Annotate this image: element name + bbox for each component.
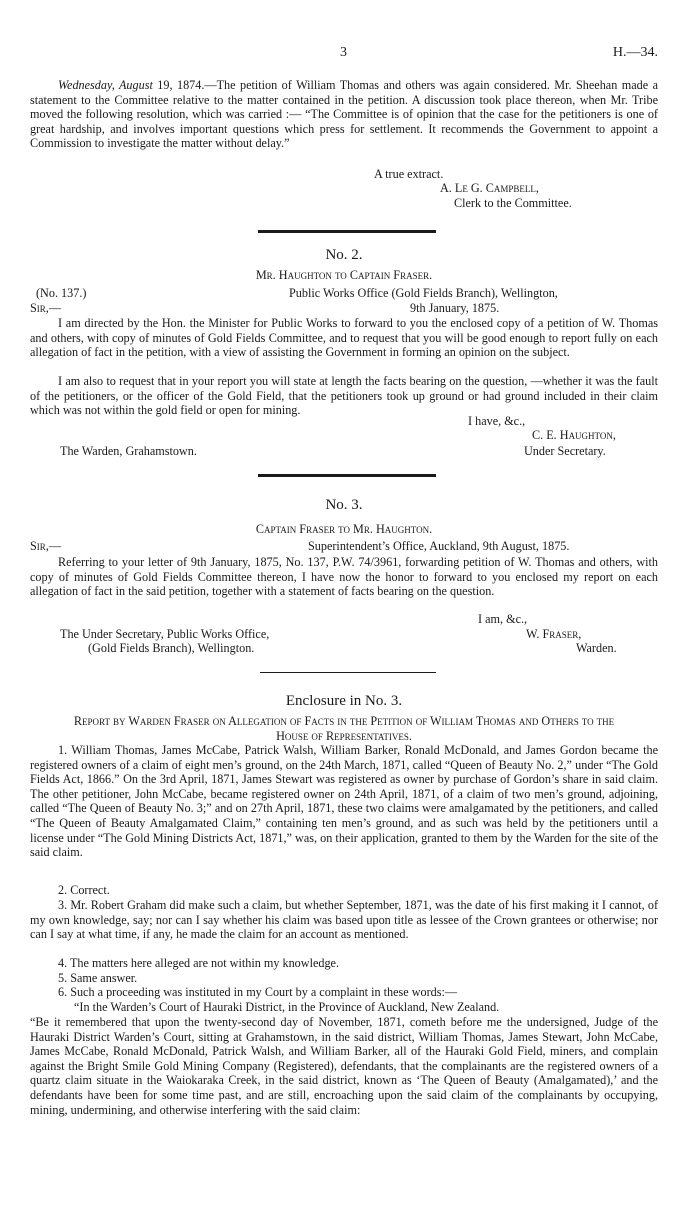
enclosure-item-1: 1. William Thomas, James McCabe, Patrick Walsh, William Barker, Ronald McDonald, and James Gordon became the registered owners of a claim of eight men’s ground, on the 24th March, 1871, called “Queen of Beauty No. 2,” under “The Gold Fields Act, 1866.” On the 3rd April, 1871, James Stewart was registered as owner by purchase of Gordon’s share in said claim. The other petitioner, John McCabe, became registered owner on 24th April, 1871, of a claim of two men’s ground, adjoining, called “The Queen of Beauty No. 3;” and on 27th April, 1871, these two claims were amalgamated by the petitioners, and called “The Queen of Beauty Amalgamated Claim,” containing ten men’s ground, and as such was held by the petitioners until a license under “The Gold Mining Districts Act, 1871,” was, on their application, granted to them by the Warden for the site of the said claim. <box>30 743 658 860</box>
enclosure-item-3: 3. Mr. Robert Graham did make such a claim, but whether September, 1871, was the date of his first making it I cannot, of my own knowledge, say; nor can I say whether his claim was based upon title as lessee of the Crown grantees or otherwise; nor can I say at what time, if any, he made the claim for an account as mentioned. <box>30 898 658 942</box>
letter3-heading: No. 3. <box>325 497 363 513</box>
document-reference: H.—34. <box>612 45 658 60</box>
letter3-header <box>30 539 658 554</box>
letter3-paragraph-1: Referring to your letter of 9th January, 1875, No. 137, P.W. 74/3961, forwarding petition of W. Thomas and others, with copy of minutes of Gold Fields Committee thereon, I have now the honor to forward to you enclosed my report on each allegation of fact in the said petition, together with a statement of facts bearing on the question. <box>30 555 658 599</box>
letter3-salutation: Sir,— <box>30 539 62 553</box>
letter3-signoff <box>30 612 658 658</box>
letter3-office-date: Superintendent’s Office, Auckland, 9th August, 1875. <box>308 539 570 553</box>
running-header <box>30 46 658 62</box>
minute-date: Wednesday, August <box>58 78 153 92</box>
letter2-closing: I have, &c., <box>468 414 526 428</box>
letter2-ref: (No. 137.) <box>36 286 87 300</box>
section-divider <box>258 474 436 477</box>
complaint-text: “Be it remembered that upon the twenty-second day of November, 1871, cometh before me the undersigned, Judge of the Hauraki District Warden’s Court, sitting at Grahamstown, in the said district, William Thomas, James Stewart, John McCabe, James McCabe, Ronald McDonald, Patrick Walsh, and William Barker, all of the Hauraki Gold Field, miners, and complain against the Bright Smile Gold Mining Company (Registered), defendants, that the complainants are the registered owners of a quartz claim situate in the Waiokaraka Creek, in the said district, known as ‘The Queen of Beauty (Amalgamated),’ and the defendants have been for some time past, and are still, encroaching upon the said claim of the complainants by occupying, mining, undermining, and otherwise interfering with the said claim: <box>30 1015 658 1117</box>
true-extract-note: A true extract. <box>374 167 444 181</box>
minute-signer-title: Clerk to the Committee. <box>454 196 572 210</box>
section-divider <box>258 230 436 233</box>
letter3-signer-title: Warden. <box>576 641 617 655</box>
minute-attestation <box>30 167 658 213</box>
letter2-salutation: Sir,— <box>30 301 62 315</box>
letter3-subheading: Captain Fraser to Mr. Haughton. <box>255 522 433 536</box>
letter3-addressee-line1: The Under Secretary, Public Works Office, <box>60 627 270 641</box>
letter3-closing: I am, &c., <box>478 612 528 626</box>
letter2-header <box>30 286 658 316</box>
letter2-signer: C. E. Haughton, <box>532 428 616 442</box>
enclosure-item-6: 6. Such a proceeding was instituted in my Court by a complaint in these words:— <box>58 985 458 999</box>
letter2-date: 9th January, 1875. <box>410 301 500 315</box>
committee-minute <box>30 78 658 151</box>
letter2-office: Public Works Office (Gold Fields Branch), Wellington, <box>289 286 558 300</box>
letter3-signer: W. Fraser, <box>526 627 582 641</box>
court-caption: “In the Warden’s Court of Hauraki District, in the Province of Auckland, New Zealand. <box>74 1000 500 1014</box>
page-number: 3 <box>340 45 347 60</box>
letter2-signer-title: Under Secretary. <box>524 444 606 458</box>
section-divider-thin <box>260 672 436 673</box>
letter2-paragraph-2: I am also to request that in your report you will state at length the facts bearing on the question, —whether it was the fault of the petitioners, or the officer of the Gold Field, that the petitioners took up ground or had ground included in their claim which was not within the gold field or open for mining. <box>30 374 658 418</box>
letter2-paragraph-1: I am directed by the Hon. the Minister for Public Works to forward to you the enclosed copy of a petition of W. Thomas and others, with copy of minutes of Gold Fields Committee, and to request that you will be good enough to report fully on each allegation of fact in the petition, with a view of assisting the Government in forming an opinion on the subject. <box>30 316 658 360</box>
enclosure-heading: Enclosure in No. 3. <box>285 693 403 709</box>
enclosure-item-4: 4. The matters here alleged are not within my knowledge. <box>58 956 340 970</box>
enclosure-item-5: 5. Same answer. <box>58 971 138 985</box>
letter2-signoff <box>30 414 658 462</box>
letter2-heading: No. 2. <box>325 247 363 263</box>
minute-signer: A. Le G. Campbell, <box>440 181 539 195</box>
enclosure-title: Report by Warden Fraser on Allegation of Facts in the Petition of William Thomas and Others to the House of Representatives. <box>73 714 615 743</box>
minute-body: 19, 1874.—The petition of William Thomas and others was again considered. Mr. Sheehan made a statement to the Committee relative to the matter contained in the petition. A discussion took place thereon, when Mr. Tribe moved the following resolution, which was carried :— “The Committee is of opinion that the case for the petitioners is one of great hardship, and involves important questions which press for settlement. It recommends the Government to appoint a Commission to investigate the matter without delay.” <box>30 78 658 151</box>
letter2-addressee: The Warden, Grahamstown. <box>60 444 197 458</box>
letter2-subheading: Mr. Haughton to Captain Fraser. <box>255 268 433 282</box>
enclosure-item-2: 2. Correct. <box>58 883 110 897</box>
letter3-addressee-line2: (Gold Fields Branch), Wellington. <box>88 641 255 655</box>
